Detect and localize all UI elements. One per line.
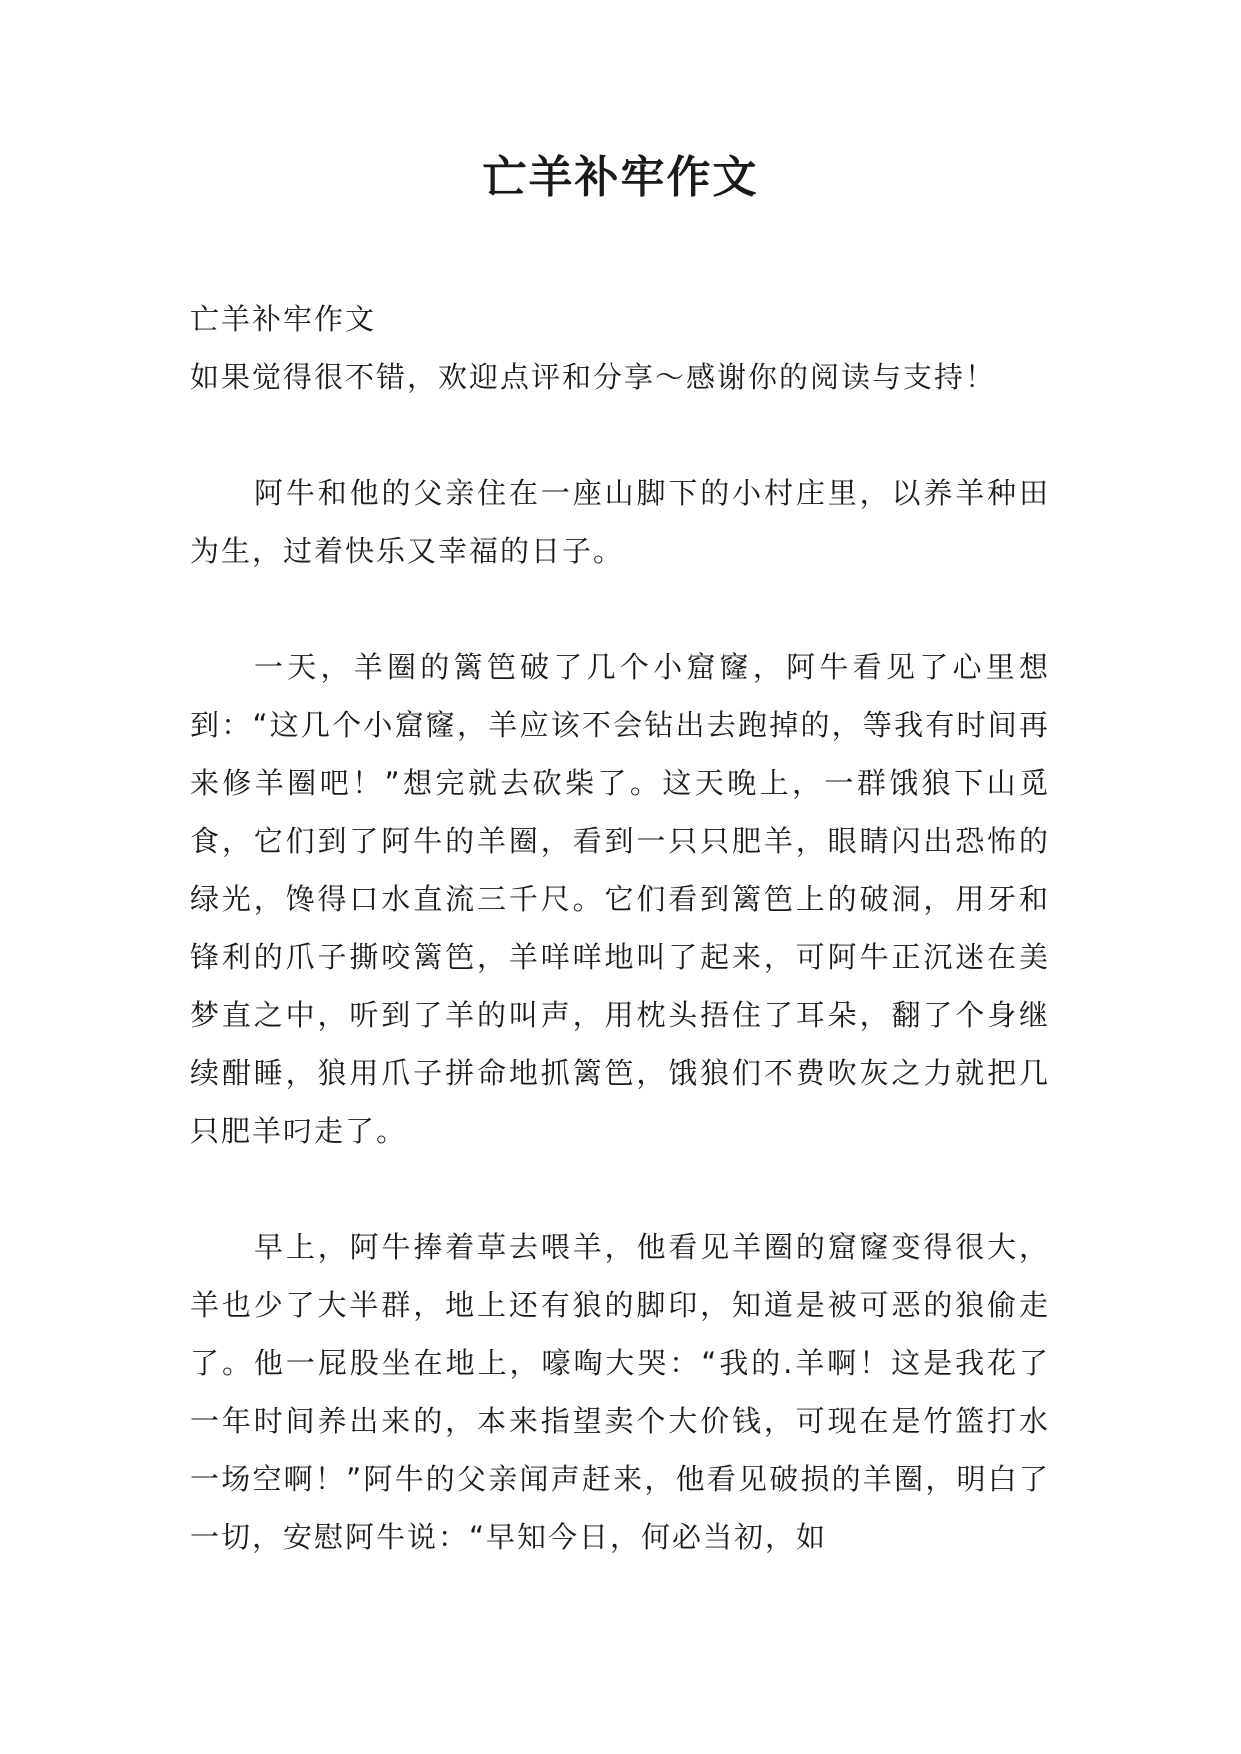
paragraph-spacer — [190, 406, 1050, 464]
document-title: 亡羊补牢作文 — [482, 152, 759, 203]
paragraph-spacer — [190, 580, 1050, 638]
paragraph-1: 阿牛和他的父亲住在一座山脚下的小村庄里，以养羊种田为生，过着快乐又幸福的日子。 — [190, 476, 1050, 568]
document-subtitle: 亡羊补牢作文 — [190, 302, 377, 336]
document-body — [190, 290, 1050, 1566]
paragraph-spacer — [190, 1160, 1050, 1218]
paragraph-3: 早上，阿牛捧着草去喂羊，他看见羊圈的窟窿变得很大，羊也少了大半群，地上还有狼的脚印，知道是被可恶的狼偷走了。他一屁股坐在地上，嚎啕大哭：“我的.羊啊！这是我花了一年时间养出来的，本来指望卖个大价钱，可现在是竹篮打水一场空啊！”阿牛的父亲闻声赶来，他看见破损的羊圈，明白了一切，安慰阿牛说：“早知今日，何必当初，如 — [190, 1230, 1050, 1554]
paragraph-2: 一天，羊圈的篱笆破了几个小窟窿，阿牛看见了心里想到：“这几个小窟窿，羊应该不会钻出去跑掉的，等我有时间再来修羊圈吧！”想完就去砍柴了。这天晚上，一群饿狼下山觅食，它们到了阿牛的羊圈，看到一只只肥羊，眼睛闪出恐怖的绿光，馋得口水直流三千尺。它们看到篱笆上的破洞，用牙和锋利的爪子撕咬篱笆，羊咩咩地叫了起来，可阿牛正沉迷在美梦直之中，听到了羊的叫声，用枕头捂住了耳朵，翻了个身继续酣睡，狼用爪子拼命地抓篱笆，饿狼们不费吹灰之力就把几只肥羊叼走了。 — [190, 650, 1050, 1148]
reader-note: 如果觉得很不错，欢迎点评和分享～感谢你的阅读与支持！ — [190, 360, 997, 394]
